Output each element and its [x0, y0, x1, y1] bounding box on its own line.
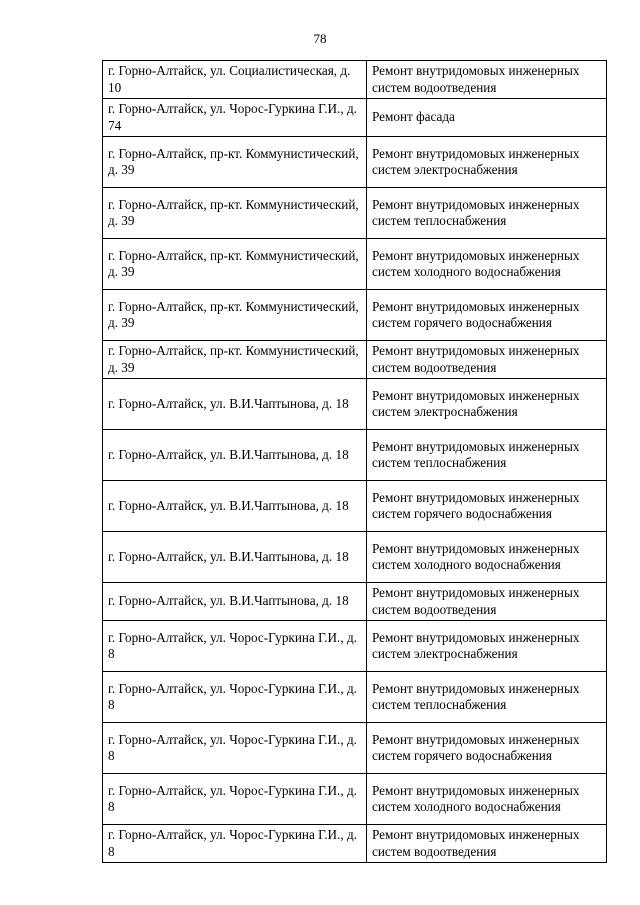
address-cell: г. Горно-Алтайск, ул. Социалистическая, д. 10: [103, 61, 367, 99]
work-type-cell: Ремонт внутридомовых инженерных систем водоотведения: [367, 61, 607, 99]
table-row: [103, 723, 607, 774]
table-row: [103, 774, 607, 825]
address-cell: г. Горно-Алтайск, пр-кт. Коммунистический, д. 39: [103, 137, 367, 188]
work-type-cell: Ремонт внутридомовых инженерных систем горячего водоснабжения: [367, 290, 607, 341]
address-cell: г. Горно-Алтайск, пр-кт. Коммунистический, д. 39: [103, 290, 367, 341]
table-row: [103, 99, 607, 137]
address-cell: г. Горно-Алтайск, ул. В.И.Чаптынова, д. 18: [103, 583, 367, 621]
work-type-cell: Ремонт внутридомовых инженерных систем горячего водоснабжения: [367, 723, 607, 774]
table-row: [103, 825, 607, 863]
work-type-cell: Ремонт внутридомовых инженерных систем водоотведения: [367, 825, 607, 863]
address-cell: г. Горно-Алтайск, ул. В.И.Чаптынова, д. 18: [103, 532, 367, 583]
work-type-cell: Ремонт внутридомовых инженерных систем теплоснабжения: [367, 672, 607, 723]
table-row: [103, 532, 607, 583]
work-type-cell: Ремонт фасада: [367, 99, 607, 137]
address-cell: г. Горно-Алтайск, ул. Чорос-Гуркина Г.И., д. 8: [103, 672, 367, 723]
work-type-cell: Ремонт внутридомовых инженерных систем холодного водоснабжения: [367, 532, 607, 583]
address-cell: г. Горно-Алтайск, ул. Чорос-Гуркина Г.И., д. 74: [103, 99, 367, 137]
work-type-cell: Ремонт внутридомовых инженерных систем холодного водоснабжения: [367, 239, 607, 290]
work-type-cell: Ремонт внутридомовых инженерных систем водоотведения: [367, 583, 607, 621]
address-cell: г. Горно-Алтайск, пр-кт. Коммунистический, д. 39: [103, 341, 367, 379]
work-type-cell: Ремонт внутридомовых инженерных систем водоотведения: [367, 341, 607, 379]
table-row: [103, 239, 607, 290]
address-cell: г. Горно-Алтайск, ул. Чорос-Гуркина Г.И., д. 8: [103, 723, 367, 774]
table-row: [103, 61, 607, 99]
page-number: 78: [313, 31, 327, 46]
address-cell: г. Горно-Алтайск, пр-кт. Коммунистический, д. 39: [103, 239, 367, 290]
address-cell: г. Горно-Алтайск, ул. Чорос-Гуркина Г.И., д. 8: [103, 825, 367, 863]
table-row: [103, 430, 607, 481]
work-type-cell: Ремонт внутридомовых инженерных систем холодного водоснабжения: [367, 774, 607, 825]
table-row: [103, 583, 607, 621]
table-row: [103, 621, 607, 672]
table-row: [103, 290, 607, 341]
works-table: [102, 60, 607, 863]
address-cell: г. Горно-Алтайск, ул. В.И.Чаптынова, д. 18: [103, 430, 367, 481]
work-type-cell: Ремонт внутридомовых инженерных систем теплоснабжения: [367, 430, 607, 481]
work-type-cell: Ремонт внутридомовых инженерных систем электроснабжения: [367, 621, 607, 672]
work-type-cell: Ремонт внутридомовых инженерных систем электроснабжения: [367, 137, 607, 188]
works-table-body: [103, 61, 607, 863]
table-row: [103, 379, 607, 430]
work-type-cell: Ремонт внутридомовых инженерных систем теплоснабжения: [367, 188, 607, 239]
table-row: [103, 137, 607, 188]
address-cell: г. Горно-Алтайск, ул. В.И.Чаптынова, д. 18: [103, 481, 367, 532]
table-row: [103, 672, 607, 723]
address-cell: г. Горно-Алтайск, ул. Чорос-Гуркина Г.И., д. 8: [103, 621, 367, 672]
address-cell: г. Горно-Алтайск, ул. Чорос-Гуркина Г.И., д. 8: [103, 774, 367, 825]
work-type-cell: Ремонт внутридомовых инженерных систем горячего водоснабжения: [367, 481, 607, 532]
table-row: [103, 481, 607, 532]
work-type-cell: Ремонт внутридомовых инженерных систем электроснабжения: [367, 379, 607, 430]
table-row: [103, 188, 607, 239]
address-cell: г. Горно-Алтайск, пр-кт. Коммунистический, д. 39: [103, 188, 367, 239]
table-row: [103, 341, 607, 379]
address-cell: г. Горно-Алтайск, ул. В.И.Чаптынова, д. 18: [103, 379, 367, 430]
